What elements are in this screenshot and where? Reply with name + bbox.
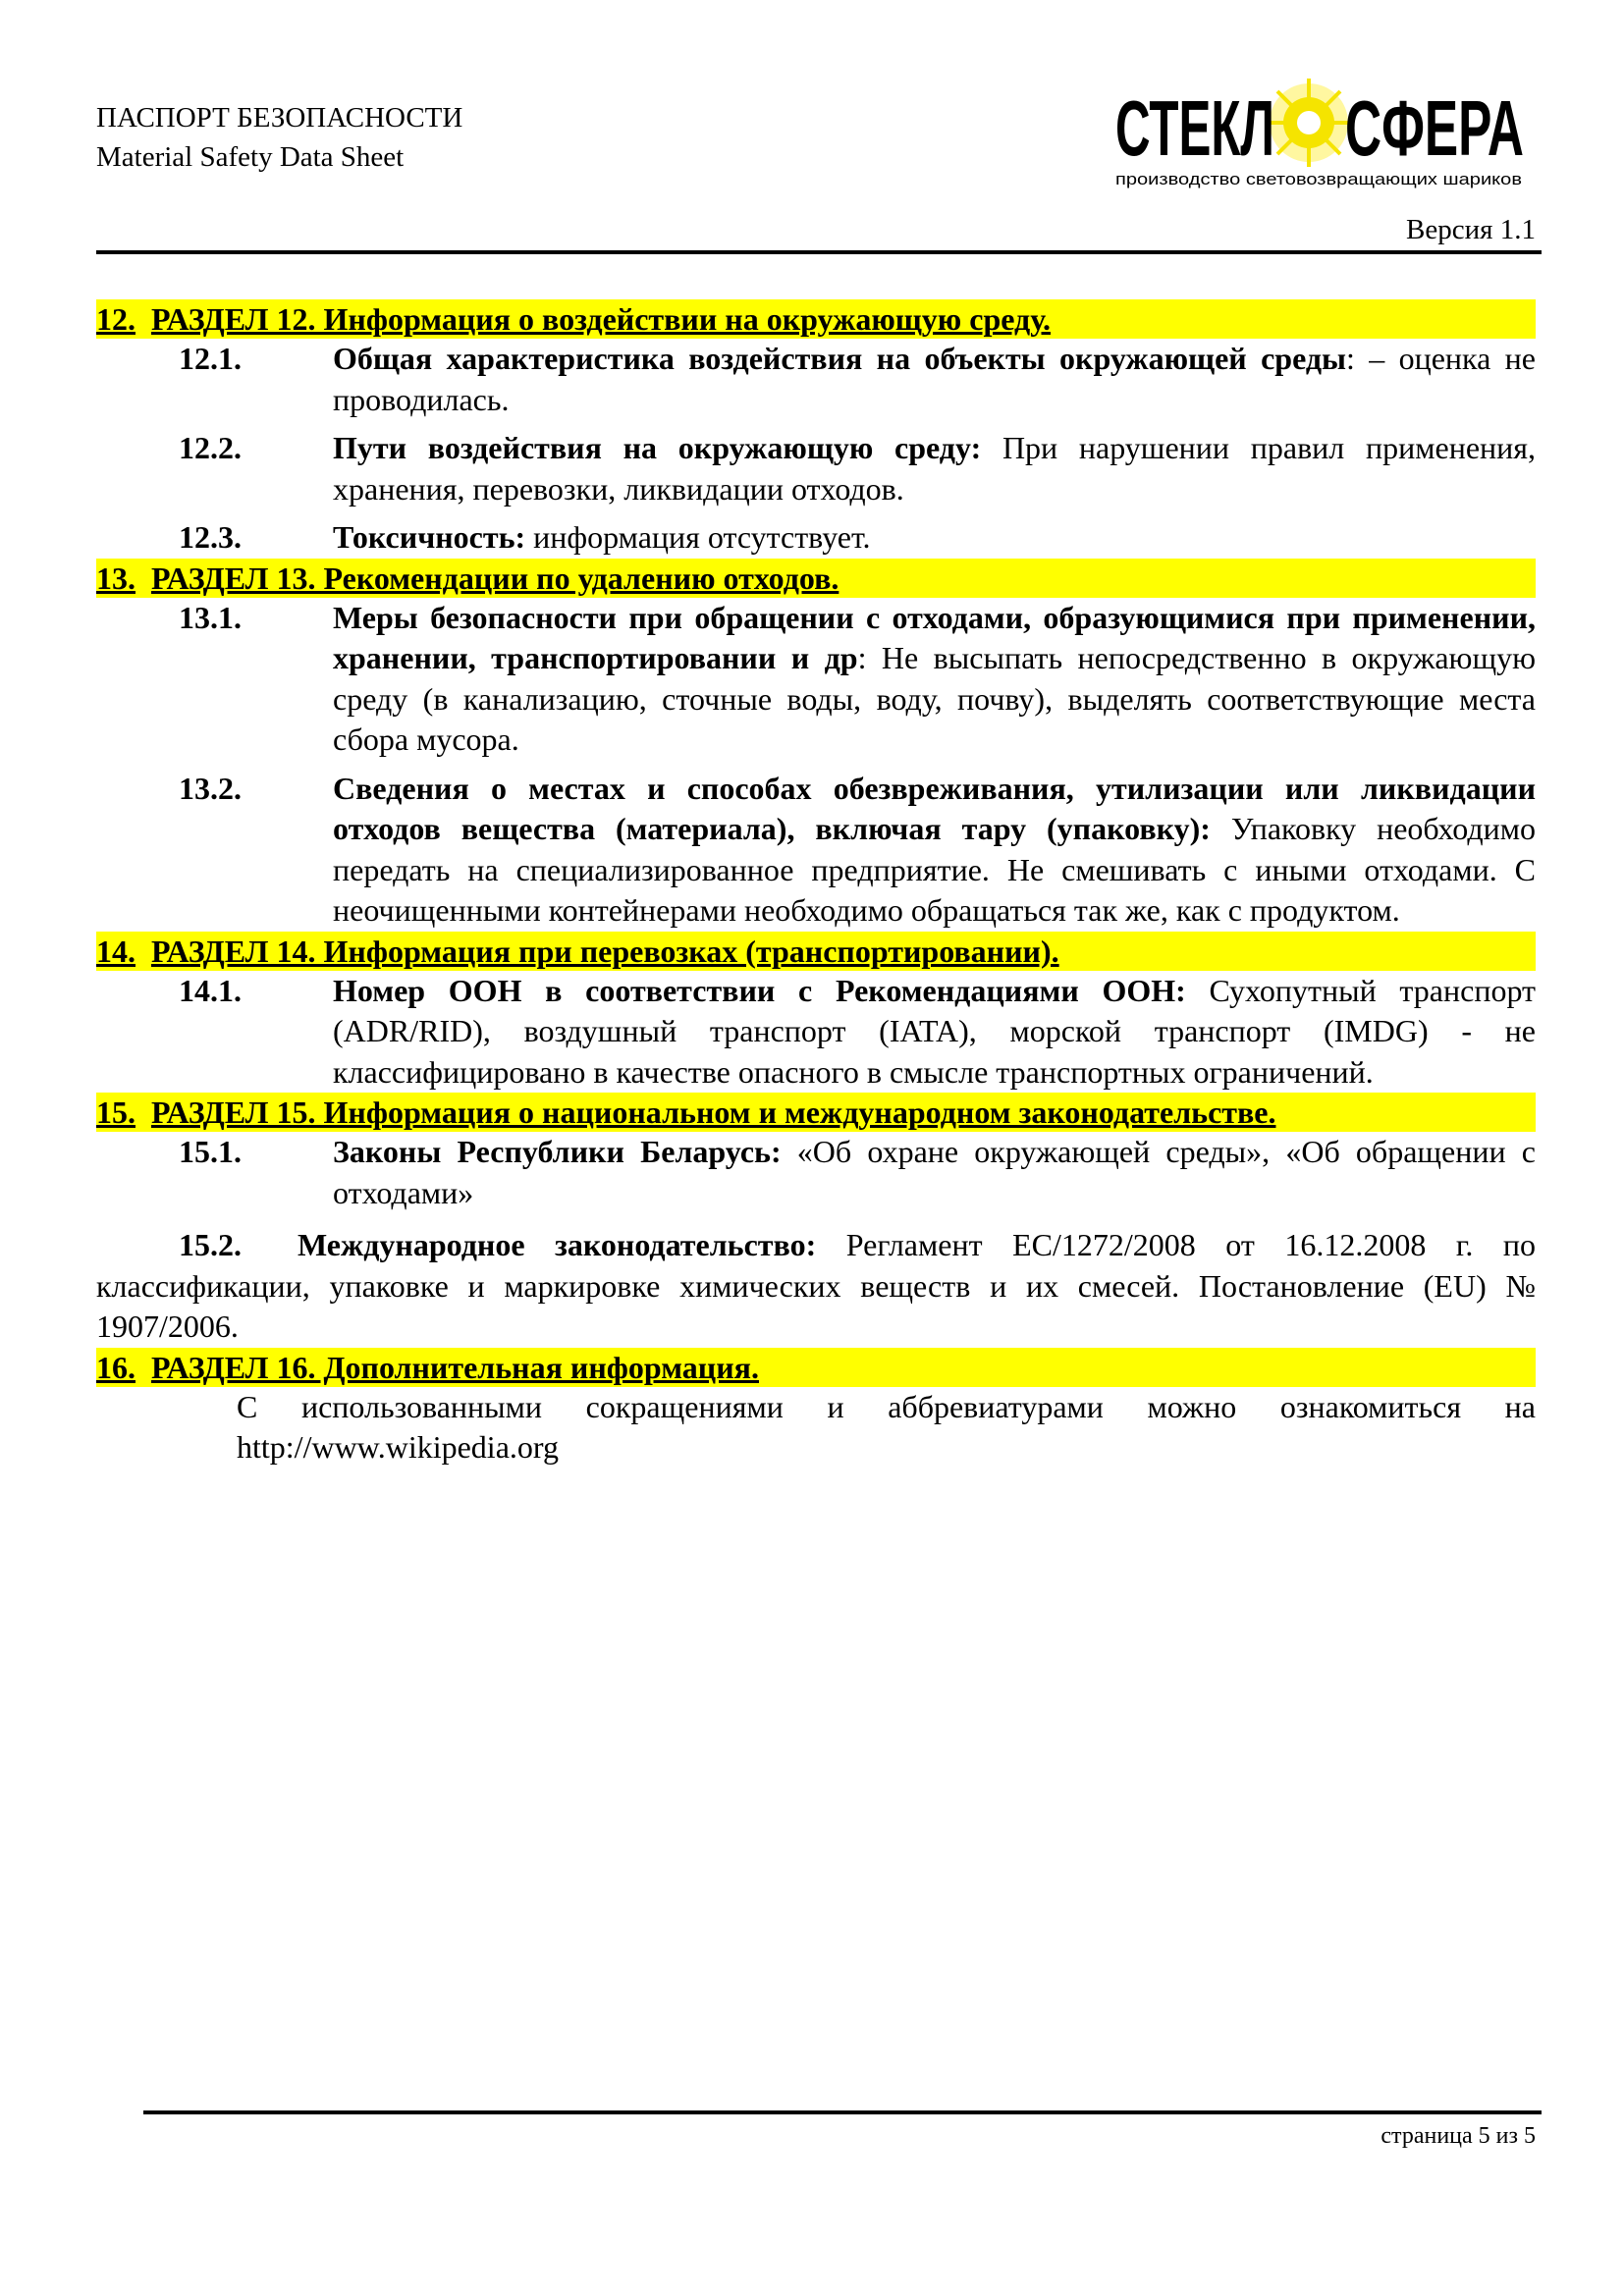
document-body	[96, 299, 1536, 1468]
title-russian: ПАСПОРТ БЕЗОПАСНОСТИ	[96, 102, 463, 133]
item-heading: Законы Республики Беларусь:	[333, 1134, 782, 1169]
item-15-2	[96, 1225, 1536, 1348]
company-logo	[1110, 79, 1532, 191]
logo-tagline: производство световозвращающих шариков	[1115, 170, 1522, 188]
item-number: 13.2.	[179, 770, 242, 806]
item-text: Регламент ЕС/1272/2008 от 16.12.2008 г. по классификации, упаковке и маркировке химических веществ и их смесей. Постановление (EU) № 1907/2006.	[96, 1227, 1536, 1344]
item-12-1	[179, 339, 1536, 420]
logo-text-right: СФЕРА	[1345, 84, 1524, 172]
item-heading: Пути воздействия на окружающую среду:	[333, 430, 982, 465]
item-heading: Токсичность:	[333, 519, 526, 555]
section-14-heading	[96, 932, 1536, 971]
item-number: 12.2.	[179, 430, 242, 465]
item-number: 15.2.	[179, 1227, 242, 1262]
section-number: 15.	[96, 1095, 135, 1130]
item-text: «Об охране окружающей среды», «Об обращении с отходами»	[333, 1134, 1537, 1210]
version-label: Версия 1.1	[1406, 214, 1536, 245]
item-13-1	[179, 598, 1536, 761]
section-number: 12.	[96, 301, 135, 337]
item-heading: Сведения о местах и способах обезвреживания, утилизации или ликвидации отходов вещества (материала), включая тару (упаковку):	[333, 770, 1536, 846]
item-number: 14.1.	[179, 972, 242, 1008]
item-12-3	[179, 517, 1536, 559]
section-number: 14.	[96, 933, 135, 969]
section-16-heading	[96, 1348, 1536, 1387]
section-title: РАЗДЕЛ 16. Дополнительная информация.	[151, 1349, 759, 1385]
document-title	[96, 98, 462, 177]
item-13-2	[179, 769, 1536, 932]
section-12-heading	[96, 299, 1536, 339]
title-english: Material Safety Data Sheet	[96, 141, 405, 173]
item-12-2	[179, 428, 1536, 509]
item-number: 12.1.	[179, 341, 242, 376]
section-number: 13.	[96, 560, 135, 596]
item-number: 13.1.	[179, 599, 242, 635]
page-number: страница 5 из 5	[1380, 2123, 1536, 2149]
section-13-heading	[96, 559, 1536, 598]
footer-divider	[143, 2110, 1542, 2114]
section-16-text: С использованными сокращениями и аббревиатурами можно ознакомиться на http://www.wikipedia.org	[237, 1388, 1536, 1465]
item-heading: Международное законодательство:	[298, 1227, 817, 1262]
section-number: 16.	[96, 1349, 135, 1385]
sun-icon	[1265, 79, 1353, 167]
section-title: РАЗДЕЛ 13. Рекомендации по удалению отходов.	[151, 560, 839, 596]
item-15-1	[179, 1132, 1536, 1213]
header-divider	[96, 250, 1542, 254]
section-15-heading	[96, 1093, 1536, 1132]
item-text: информация отсутствует.	[525, 519, 871, 555]
section-title: РАЗДЕЛ 15. Информация о национальном и международном законодательстве.	[151, 1095, 1276, 1130]
item-heading: Номер ООН в соответствии с Рекомендациями ООН:	[333, 972, 1186, 1008]
item-text: : Не высыпать непосредственно в окружающую среду (в канализацию, сточные воды, воду, почву), выделять соответствующие места сбора мусора.	[333, 640, 1537, 757]
item-heading: Меры безопасности при обращении с отходами, образующимися при применении, хранении, транспортировании и др	[333, 599, 1536, 675]
item-text: Сухопутный транспорт (ADR/RID), воздушный транспорт (IATA), морской транспорт (IMDG) - не классифицировано в качестве опасного в смысле транспортных ограничений.	[333, 972, 1537, 1090]
item-heading: Общая характеристика воздействия на объекты окружающей среды	[333, 341, 1347, 376]
section-title: РАЗДЕЛ 12. Информация о воздействии на окружающую среду.	[151, 301, 1051, 337]
item-text: Упаковку необходимо передать на специализированное предприятие. Не смешивать с иными отходами. С неочищенными контейнерами необходимо обращаться так же, как с продуктом.	[333, 811, 1537, 928]
item-number: 12.3.	[179, 519, 242, 555]
item-text: : – оценка не проводилась.	[333, 341, 1537, 417]
item-number: 15.1.	[179, 1134, 242, 1169]
section-title: РАЗДЕЛ 14. Информация при перевозках (транспортировании).	[151, 933, 1059, 969]
logo-text-left: СТЕКЛ	[1115, 84, 1274, 172]
item-14-1	[179, 971, 1536, 1094]
item-text: При нарушении правил применения, хранения, перевозки, ликвидации отходов.	[333, 430, 1536, 507]
